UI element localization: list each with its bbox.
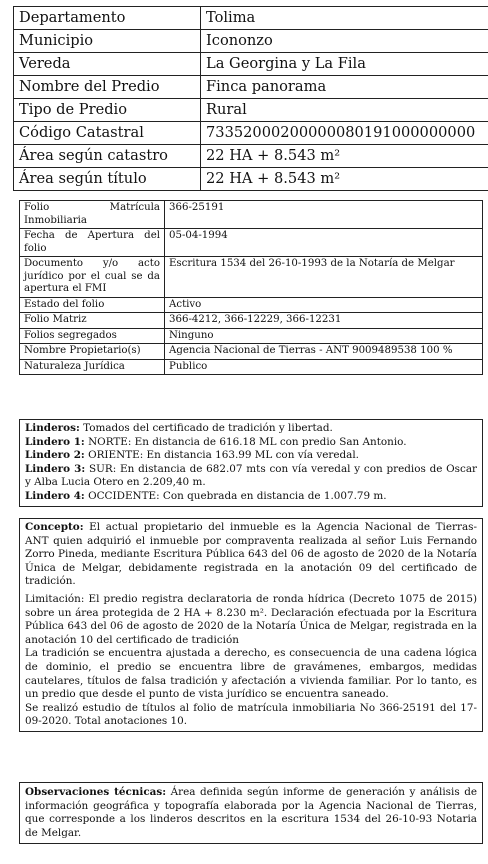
field-label: Código Catastral: [14, 122, 201, 145]
linderos-section: [19, 419, 483, 507]
table-row: [14, 145, 488, 168]
lindero-text: ORIENTE: En distancia 163.99 ML con vía veredal.: [84, 449, 359, 462]
concepto-text: El actual propietario del inmueble es la Agencia Nacional de Tierras- ANT quien adquirió el inmueble por compraventa realizada al señor Luis Fernando Zorro Pineda, mediante Escritura Pública 643 del 06 de agosto de 2020 de la Notaría Única de Melgar, debidamente registrada en la anotación 09 del certificado de tradición.: [25, 521, 477, 588]
field-label: Folios segregados: [20, 328, 165, 344]
field-value: Rural: [201, 99, 488, 122]
field-value: Activo: [165, 297, 483, 313]
field-value: Finca panorama: [201, 76, 488, 99]
table-row: [14, 53, 488, 76]
observaciones-section: [19, 782, 483, 844]
lindero-text: OCCIDENTE: Con quebrada en distancia de 1.007.79 m.: [84, 489, 387, 502]
table-row: [20, 344, 483, 360]
limitacion-paragraph: Limitación: El predio registra declaratoria de ronda hídrica (Decreto 1075 de 2015) sobre un área protegida de 2 HA + 8.230 m². Declaración efectuada por la Escritura Pública 643 del 06 de agosto de 2020 de la Notaría Única de Melgar, registrada en la anotación 10 del certificado de tradición: [25, 592, 477, 646]
field-label: Municipio: [14, 30, 201, 53]
field-label: Nombre Propietario(s): [20, 344, 165, 360]
field-label: Naturaleza Jurídica: [20, 359, 165, 375]
field-label: Área según catastro: [14, 145, 201, 168]
table-row: [20, 359, 483, 375]
table-row: [14, 122, 488, 145]
field-label: Fecha de Apertura del folio: [20, 229, 165, 257]
table-row: [20, 328, 483, 344]
lindero-item: [25, 463, 477, 490]
table-row: [20, 297, 483, 313]
table-row: [20, 313, 483, 329]
field-label: Vereda: [14, 53, 201, 76]
field-value: Agencia Nacional de Tierras - ANT 9009489538 100 %: [165, 344, 483, 360]
observaciones-text: Área definida según informe de generación y análisis de información geográfica y topografía elaborada por la Agencia Nacional de Tierras, que corresponde a los linderos descritos en la escritura 1534 del 26-10-93 Notaria de Melgar.: [25, 786, 477, 839]
lindero-label: Lindero 2:: [25, 449, 85, 462]
field-label: Documento y/o acto jurídico por el cual se da apertura el FMI: [20, 257, 165, 298]
table-row: [14, 168, 488, 191]
field-value: Icononzo: [201, 30, 488, 53]
field-value: Ninguno: [165, 328, 483, 344]
concepto-paragraph: [25, 521, 477, 589]
table-row: [14, 76, 488, 99]
table-row: [14, 7, 488, 30]
tradicion-paragraph: La tradición se encuentra ajustada a derecho, es consecuencia de una cadena lógica de dominio, el predio se encuentra libre de gravámenes, embargos, medidas cautelares, títulos de falsa tradición y afectación a vivienda familiar. Por lo tanto, es un predio que desde el punto de vista jurídico se encuentra saneado.: [25, 647, 477, 701]
field-label: Folio Matriz: [20, 313, 165, 329]
folio-table: [19, 200, 483, 375]
table-row: [20, 201, 483, 229]
linderos-title: Linderos:: [25, 422, 80, 434]
lindero-label: Lindero 1:: [25, 435, 85, 448]
field-value: Tolima: [201, 7, 488, 30]
field-value: 22 HA + 8.543 m²: [201, 168, 488, 191]
table-row: [20, 229, 483, 257]
field-value: 366-25191: [165, 201, 483, 229]
field-value: 73352000200000080191000000000: [201, 122, 488, 145]
table-row: [20, 257, 483, 298]
field-label: Nombre del Predio: [14, 76, 201, 99]
field-value: Escritura 1534 del 26-10-1993 de la Notaría de Melgar: [165, 257, 483, 298]
lindero-text: NORTE: En distancia de 616.18 ML con predio San Antonio.: [84, 435, 407, 448]
field-label: Tipo de Predio: [14, 99, 201, 122]
estudio-paragraph: Se realizó estudio de títulos al folio de matrícula inmobiliaria No 366-25191 del 17-09-2020. Total anotaciones 10.: [25, 701, 477, 728]
lindero-label: Lindero 3:: [25, 462, 86, 475]
lindero-item: [25, 436, 477, 450]
concepto-section: [19, 518, 483, 732]
lindero-text: SUR: En distancia de 682.07 mts con vía veredal y con predios de Oscar y Alba Lucia Otero en 2.209,40 m.: [25, 462, 477, 489]
table-row: [14, 30, 488, 53]
property-table: [13, 6, 488, 191]
table-row: [14, 99, 488, 122]
field-value: 22 HA + 8.543 m²: [201, 145, 488, 168]
field-label: Estado del folio: [20, 297, 165, 313]
field-label: Área según título: [14, 168, 201, 191]
concepto-label: Concepto:: [25, 521, 84, 533]
field-value: La Georgina y La Fila: [201, 53, 488, 76]
lindero-label: Lindero 4:: [25, 489, 85, 502]
observaciones-paragraph: [25, 786, 477, 840]
lindero-item: [25, 449, 477, 463]
field-label: Folio Matrícula Inmobiliaria: [20, 201, 165, 229]
linderos-heading: [25, 422, 477, 436]
field-value: 366-4212, 366-12229, 366-12231: [165, 313, 483, 329]
linderos-title-text: Tomados del certificado de tradición y libertad.: [79, 422, 333, 434]
observaciones-label: Observaciones técnicas:: [25, 786, 167, 798]
field-label: Departamento: [14, 7, 201, 30]
lindero-item: [25, 490, 477, 504]
field-value: 05-04-1994: [165, 229, 483, 257]
field-value: Publico: [165, 359, 483, 375]
